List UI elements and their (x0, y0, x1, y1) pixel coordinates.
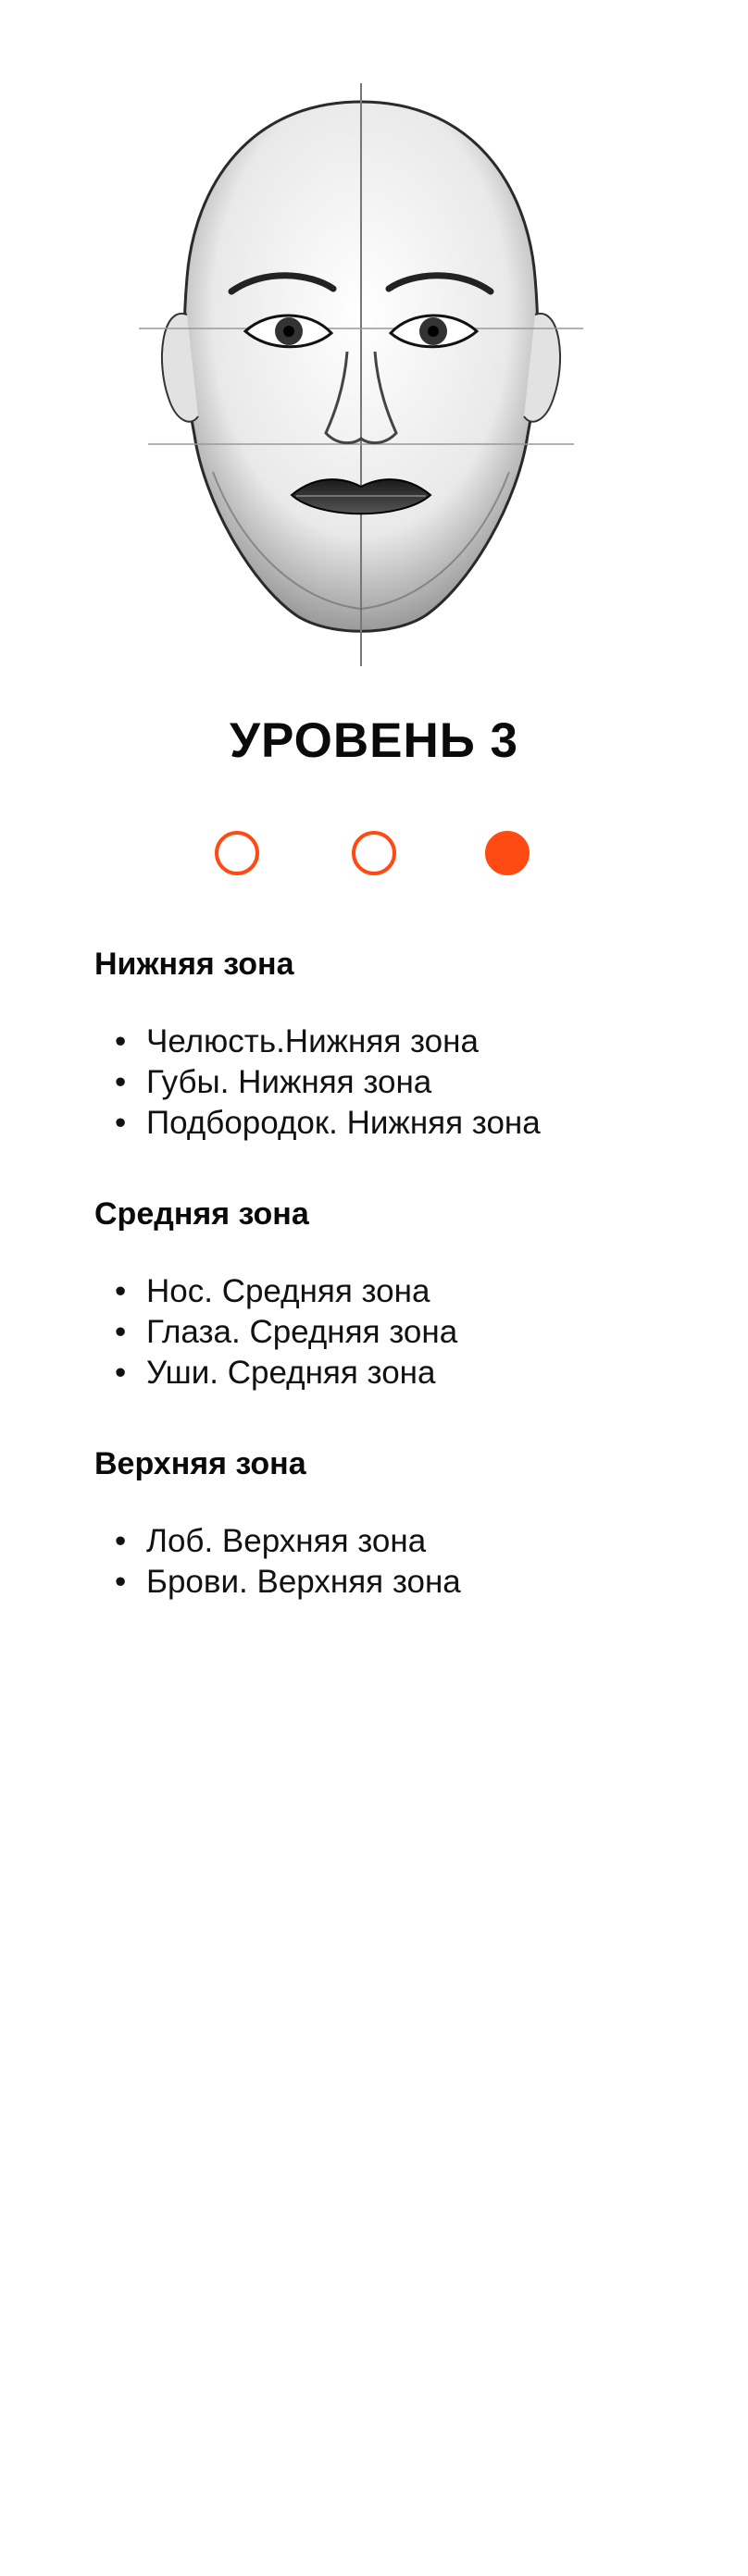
pager-dot-2[interactable] (352, 831, 396, 875)
zones-list (94, 942, 687, 1651)
bullet-icon: • (115, 1064, 127, 1100)
bullet-icon: • (115, 1355, 127, 1391)
zone-item[interactable]: • Глаза. Средняя зона (94, 1312, 687, 1353)
zone-lower (94, 942, 687, 1144)
zone-title: Средняя зона (94, 1196, 309, 1232)
level-pager (0, 831, 748, 883)
zone-item[interactable]: • Лоб. Верхняя зона (94, 1521, 687, 1562)
bullet-icon: • (115, 1314, 127, 1350)
zone-item[interactable]: • Нос. Средняя зона (94, 1271, 687, 1312)
zone-item[interactable]: • Подбородок. Нижняя зона (94, 1103, 687, 1144)
zone-item[interactable]: • Челюсть.Нижняя зона (94, 1022, 687, 1062)
pager-dot-1[interactable] (215, 831, 259, 875)
zone-item[interactable]: • Уши. Средняя зона (94, 1353, 687, 1393)
zone-upper (94, 1442, 687, 1603)
bullet-icon: • (115, 1105, 127, 1141)
level-title: УРОВЕНЬ 3 (229, 713, 519, 768)
zone-middle (94, 1192, 687, 1393)
bullet-icon: • (115, 1273, 127, 1309)
bullet-icon: • (115, 1523, 127, 1559)
bullet-icon: • (115, 1564, 127, 1600)
zone-item[interactable]: • Брови. Верхняя зона (94, 1562, 687, 1603)
zone-item[interactable]: • Губы. Нижняя зона (94, 1062, 687, 1103)
zone-title: Нижняя зона (94, 947, 294, 982)
pager-dot-3-active[interactable] (485, 831, 530, 875)
bullet-icon: • (115, 1023, 127, 1059)
face-sketch-icon (111, 83, 611, 666)
zone-title: Верхняя зона (94, 1446, 306, 1481)
